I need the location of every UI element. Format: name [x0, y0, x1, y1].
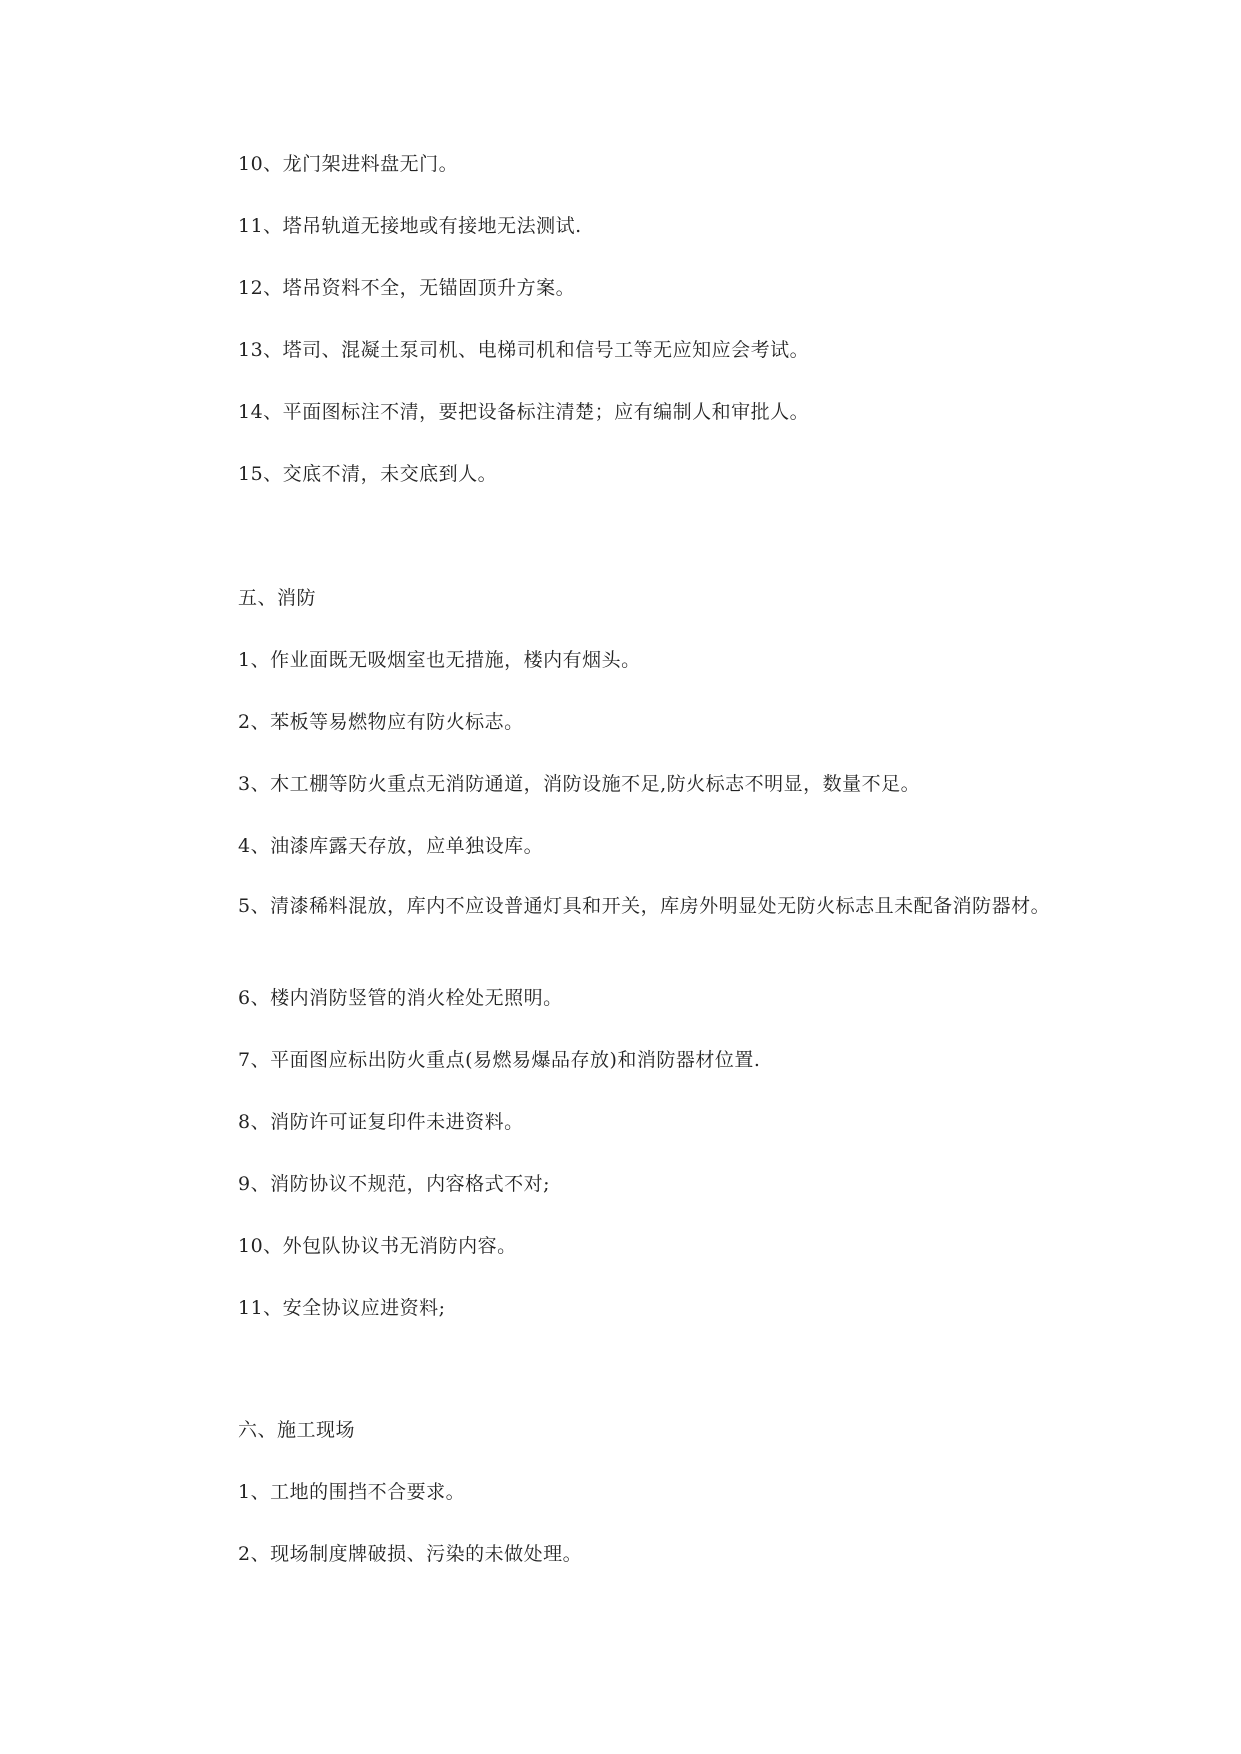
section-heading: 五、消防 — [238, 587, 317, 609]
list-item: 11、安全协议应进资料; — [238, 1297, 446, 1319]
list-item: 11、塔吊轨道无接地或有接地无法测试. — [238, 215, 582, 237]
list-item: 3、木工棚等防火重点无消防通道，消防设施不足,防火标志不明显，数量不足。 — [238, 773, 921, 795]
list-item: 14、平面图标注不清，要把设备标注清楚；应有编制人和审批人。 — [238, 401, 810, 423]
list-item: 10、外包队协议书无消防内容。 — [238, 1235, 517, 1257]
list-item: 2、现场制度牌破损、污染的未做处理。 — [238, 1543, 583, 1565]
list-item: 9、消防协议不规范，内容格式不对; — [238, 1173, 550, 1195]
list-item: 15、交底不清，未交底到人。 — [238, 463, 498, 485]
list-item: 6、楼内消防竖管的消火栓处无照明。 — [238, 987, 563, 1009]
list-item: 1、工地的围挡不合要求。 — [238, 1481, 466, 1503]
list-item: 4、油漆库露天存放，应单独设库。 — [238, 835, 544, 857]
list-item: 12、塔吊资料不全，无锚固顶升方案。 — [238, 277, 576, 299]
list-item: 2、苯板等易燃物应有防火标志。 — [238, 711, 524, 733]
list-item: 5、清漆稀料混放，库内不应设普通灯具和开关，库房外明显处无防火标志且未配备消防器材。 — [238, 895, 1051, 917]
section-heading: 六、施工现场 — [238, 1419, 356, 1441]
list-item: 10、龙门架进料盘无门。 — [238, 153, 459, 175]
list-item: 8、消防许可证复印件未进资料。 — [238, 1111, 524, 1133]
list-item: 13、塔司、混凝土泵司机、电梯司机和信号工等无应知应会考试。 — [238, 339, 810, 361]
list-item: 1、作业面既无吸烟室也无措施，楼内有烟头。 — [238, 649, 641, 671]
list-item: 7、平面图应标出防火重点(易燃易爆品存放)和消防器材位置. — [238, 1049, 761, 1071]
